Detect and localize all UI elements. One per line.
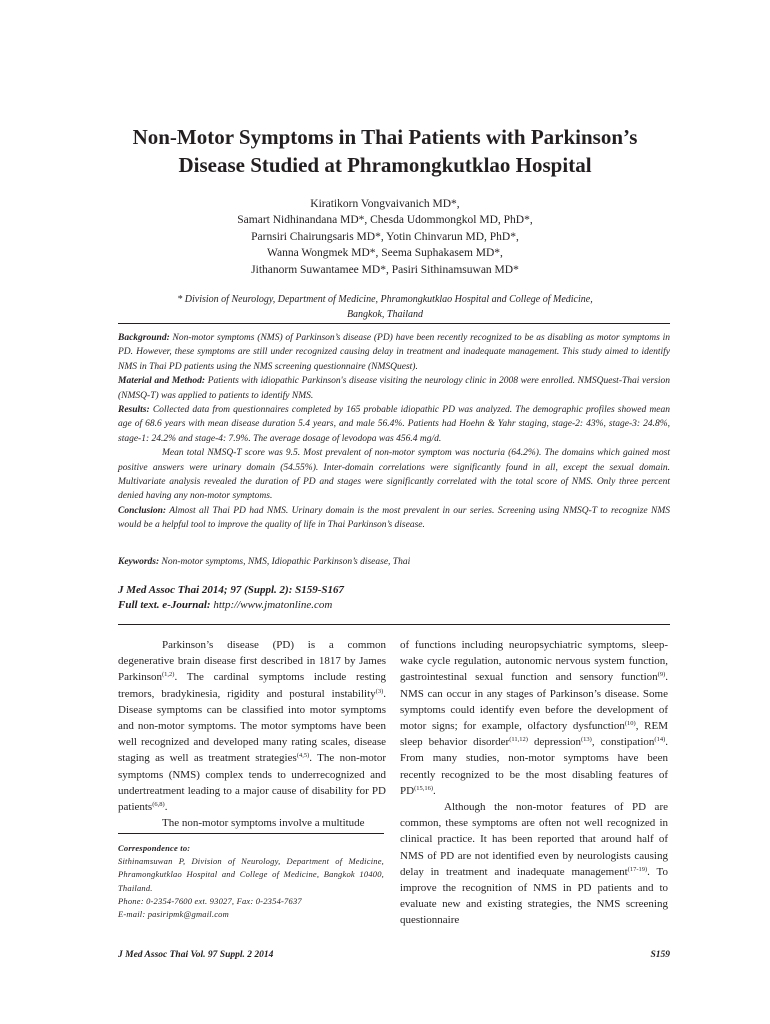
text-run: Parkinson’s disease (PD) is a common degenerative brain disease first described in 1817 by James Parkinson xyxy=(118,639,386,684)
correspondence-rule xyxy=(118,833,384,834)
body-right-column xyxy=(400,637,668,929)
method-label: Material and Method: xyxy=(118,376,206,387)
affiliation-line-2: Bangkok, Thailand xyxy=(346,309,424,320)
footer-journal: J Med Assoc Thai Vol. 97 Suppl. 2 2014 xyxy=(118,950,274,960)
abstract-results xyxy=(118,403,670,446)
ejournal-line xyxy=(118,598,344,613)
text-run: . xyxy=(433,784,436,797)
reference: (15,16) xyxy=(414,784,434,792)
text-run: , REM sleep behavior disorder xyxy=(400,720,668,749)
results-text: Collected data from questionnaires completed by 165 probable idiopathic PD was analyzed. The demographic profiles showed mean age of 68.6 years with mean disease duration 5.4 years, and male 56.4%. Patients had Hoehn & Yahr staging, stage-2: 43%, stage-3: 24.8%, stage-1: 24.2% and stage-4: 7.9%. The average dosage of levodopa was 456.4 mg/d. xyxy=(118,405,670,444)
author-line: Parnsiri Chairungsaris MD*, Yotin Chinvarun MD, PhD*, xyxy=(251,230,519,243)
intro-paragraph-1 xyxy=(118,637,386,815)
background-text: Non-motor symptoms (NMS) of Parkinson’s disease (PD) have been recently recognized to be as disabling as motor symptoms in PD. However, these symptoms are still under recognized causing delay in treatment and inadequate management. This study aimed to identify NMS in Thai PD patients using the NMS screening questionnaire (NMSQuest). xyxy=(118,333,670,372)
reference: (9) xyxy=(657,671,666,679)
abstract-conclusion xyxy=(118,504,670,533)
reference: (3) xyxy=(375,687,384,695)
intro-paragraph-4 xyxy=(400,799,668,929)
body-top-rule xyxy=(118,624,670,625)
keywords xyxy=(118,555,670,569)
author-line: Wanna Wongmek MD*, Seema Suphakasem MD*, xyxy=(267,247,503,260)
text-run: Although the non-motor features of PD are common, these symptoms are often not well recognized in clinical practice. It has been reported that around half of NMS of PD are not identified even by neurologists causing delay in treatment and inadequate management xyxy=(400,801,668,878)
title-line-1: Non-Motor Symptoms in Thai Patients with Parkinson’s xyxy=(132,125,638,149)
intro-paragraph-2: The non-motor symptoms involve a multitude xyxy=(162,817,365,830)
conclusion-label: Conclusion: xyxy=(118,505,167,516)
reference: (10) xyxy=(624,720,636,728)
reference: (11,12) xyxy=(509,736,528,744)
author-line: Kiratikorn Vongvaivanich MD*, xyxy=(310,198,460,210)
affiliation xyxy=(80,292,690,322)
correspondence-email[interactable]: E-mail: pasiripmk@gmail.com xyxy=(118,909,229,920)
text-run: . The non-motor symptoms (NMS) complex tends to underrecognized and undertreatment leading to a major cause of disability for PD patients xyxy=(118,752,387,814)
text-run: . From many studies, non-motor symptoms have been recently recognized to be the most disabling features of PD xyxy=(400,736,668,797)
citation-line: J Med Assoc Thai 2014; 97 (Suppl. 2): S159-S167 xyxy=(118,584,345,596)
keywords-text: Non-motor symptoms, NMS, Idiopathic Parkinson’s disease, Thai xyxy=(159,557,411,567)
article-title xyxy=(60,123,710,179)
affiliation-line-1: * Division of Neurology, Department of Medicine, Phramongkutklao Hospital and College of Medicine, xyxy=(177,294,593,305)
results-label: Results: xyxy=(118,405,150,416)
reference: (13) xyxy=(581,736,592,744)
correspondence-address: Sithinamsuwan P, Division of Neurology, Department of Medicine, Phramongkutklao Hospital and College of Medicine, Bangkok 10400, Thailand. xyxy=(118,856,384,893)
text-run: . The cardinal symptoms include resting tremors, bradykinesia, rigidity and postural instability xyxy=(118,671,386,700)
text-run: . xyxy=(164,801,168,814)
citation xyxy=(118,583,344,613)
keywords-label: Keywords: xyxy=(118,557,160,567)
method-text: Patients with idiopathic Parkinson's disease visiting the neurology clinic in 2008 were enrolled. NMSQuest-Thai version (NMSQ-T) was applied to patients to identify NMS. xyxy=(118,376,670,401)
abstract-top-rule xyxy=(118,323,670,324)
abstract-results-continued: Mean total NMSQ-T score was 9.5. Most prevalent of non-motor symptom was nocturia (64.2%). The domains which gained most positive answers were urinary domain (54.55%). Inter-domain correlations were significantly found in all, except the sexual domain. Multivariate analysis revealed the duration of PD and stages were significantly correlated with the total score of NMS. Only three percent denied having any non-motor symptoms. xyxy=(118,448,670,502)
reference: (17-19) xyxy=(627,865,648,873)
author-line: Samart Nidhinandana MD*, Chesda Udommongkol MD, PhD*, xyxy=(237,214,533,227)
abstract xyxy=(118,331,670,533)
journal-url[interactable]: http://www.jmatonline.com xyxy=(210,599,333,611)
correspondence xyxy=(118,842,384,921)
ejournal-label: Full text. e-Journal: xyxy=(118,599,211,611)
reference: (1,2) xyxy=(162,671,175,679)
text-run: , constipation xyxy=(591,736,655,749)
background-label: Background: xyxy=(118,333,170,343)
text-run: depression xyxy=(527,736,581,749)
text-run: . Disease symptoms can be classified into motor symptoms and non-motor symptoms. The motor symptoms have been well recognized and developed many rating scales, disease staging as well as treatment strategies xyxy=(118,687,386,765)
reference: (4,5) xyxy=(296,752,310,760)
correspondence-phone: Phone: 0-2354-7600 ext. 93027, Fax: 0-2354-7637 xyxy=(118,895,302,906)
text-run: . To improve the recognition of NMS in PD patients and to evaluate new and existing strategies, the NMS screening questionnaire xyxy=(400,865,668,927)
page-number: S159 xyxy=(650,950,670,960)
intro-paragraph-3 xyxy=(400,637,668,799)
correspondence-heading: Correspondence to: xyxy=(118,843,191,853)
title-line-2: Disease Studied at Phramongkutklao Hospital xyxy=(178,153,592,177)
text-run: of functions including neuropsychiatric symptoms, sleep-wake cycle regulation, autonomic nervous system function, gastrointestinal sexual function and sensory function xyxy=(400,639,668,684)
abstract-method xyxy=(118,374,670,403)
conclusion-text: Almost all Thai PD had NMS. Urinary domain is the most prevalent in our series. Screening using NMSQ-T to recognize NMS would be a helpful tool to improve the quality of life in Thai Parkinson’s disease. xyxy=(118,505,670,531)
author-list xyxy=(60,196,710,278)
body-left-column xyxy=(118,637,386,831)
reference: (6,8) xyxy=(152,801,165,809)
reference: (14) xyxy=(654,736,666,744)
text-run: . NMS can occur in any stages of Parkinson’s disease. Some symptoms could identify even before the development of motor signs; for example, olfactory dysfunction xyxy=(400,671,668,733)
abstract-background xyxy=(118,331,670,374)
author-line: Jithanorm Suwantamee MD*, Pasiri Sithinamsuwan MD* xyxy=(251,263,519,276)
